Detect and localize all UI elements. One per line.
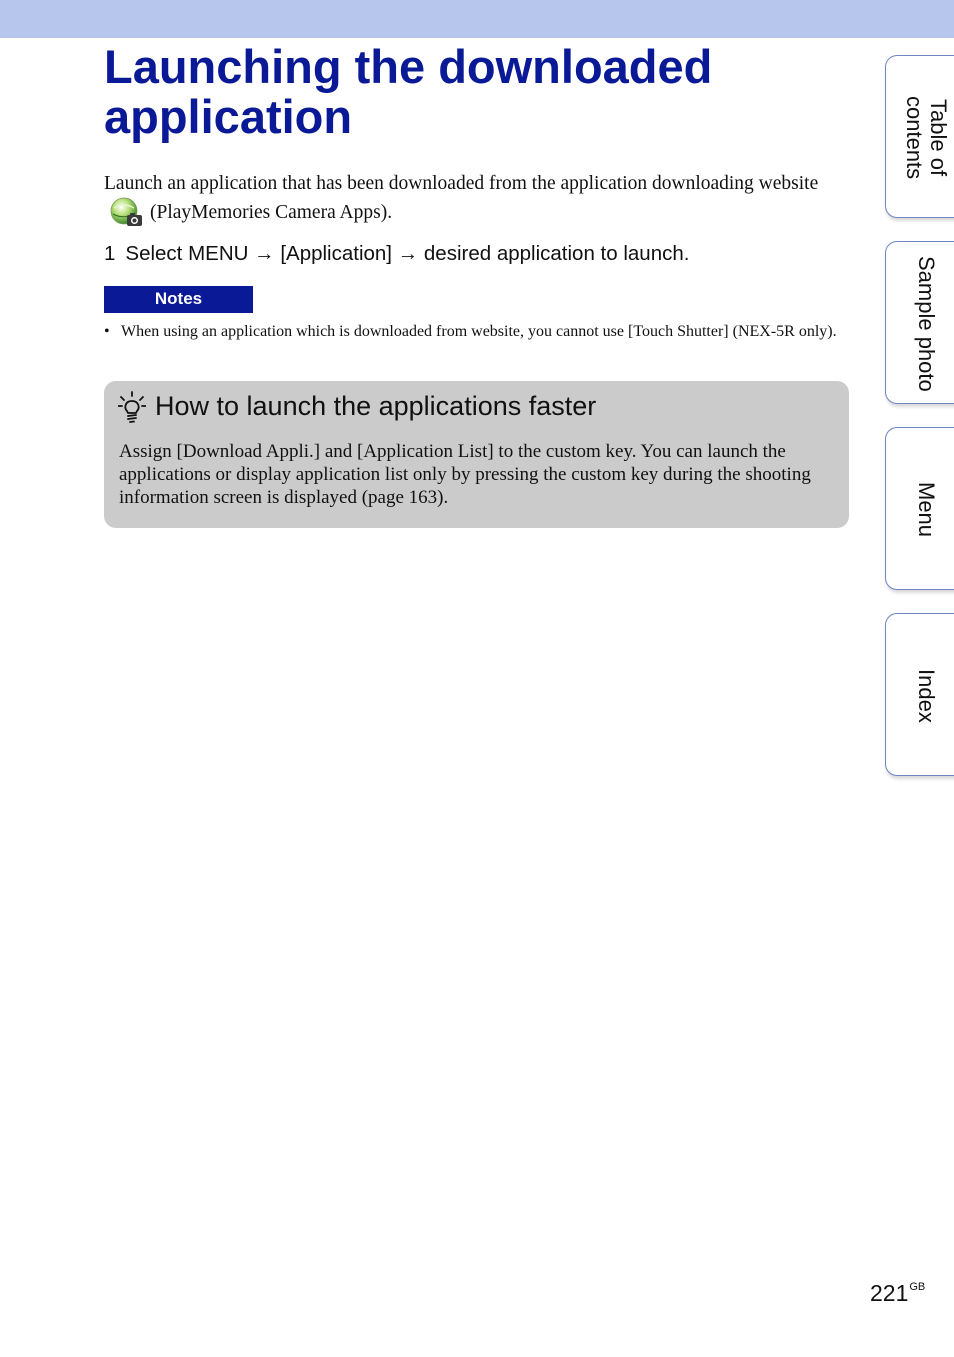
- top-header-band: [0, 0, 954, 38]
- notes-label: Notes: [104, 286, 253, 313]
- page-number-suffix: GB: [909, 1281, 926, 1293]
- intro-paragraph: [104, 171, 824, 228]
- step-1: [104, 240, 689, 268]
- intro-text-suffix: (PlayMemories Camera Apps).: [150, 202, 393, 223]
- hint-body: Assign [Download Appli.] and [Application List] to the custom key. You can launch the applications or display application list only by pressing the custom key during the shooting information screen is displayed (page 163).: [119, 441, 811, 508]
- bullet-icon: •: [104, 323, 110, 340]
- step-text: Select MENU → [Application] → desired application to launch.: [125, 242, 690, 265]
- hint-box: [104, 381, 849, 528]
- tab-index[interactable]: [885, 613, 954, 776]
- lightbulb-hint-icon: [118, 391, 146, 423]
- playmemories-camera-apps-icon: [108, 196, 144, 228]
- tab-label: Menu: [914, 481, 939, 538]
- hint-title: How to launch the applications faster: [155, 391, 597, 421]
- page-title: Launching the downloaded application: [104, 40, 713, 143]
- note-item: [104, 321, 854, 342]
- page-number-value: 221: [870, 1280, 909, 1306]
- tab-sample-photo[interactable]: [885, 241, 954, 404]
- intro-text: Launch an application that has been downloaded from the application downloading website: [104, 173, 819, 194]
- note-text: When using an application which is downloaded from website, you cannot use [Touch Shutter] (NEX-5R only).: [121, 323, 837, 340]
- tab-label: Index: [914, 668, 939, 723]
- page-number: [870, 1280, 925, 1307]
- tab-label: Table of contents: [902, 95, 951, 180]
- tab-label: Sample photo: [914, 255, 939, 392]
- step-number: 1: [104, 242, 116, 265]
- tab-menu[interactable]: [885, 427, 954, 590]
- tab-table-of-contents[interactable]: [885, 55, 954, 218]
